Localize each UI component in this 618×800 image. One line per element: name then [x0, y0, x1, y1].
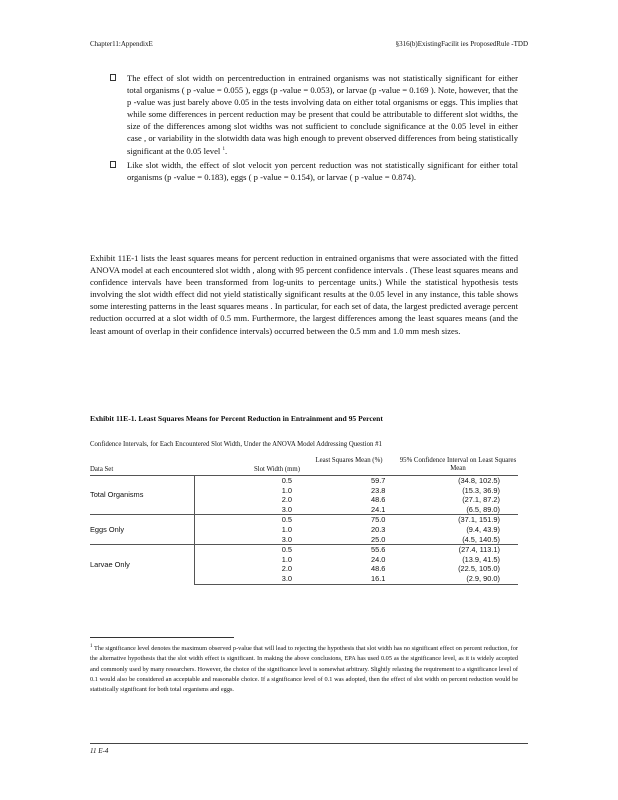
bullet-list: [108, 72, 518, 185]
footnote-separator: [90, 637, 234, 638]
slot-width-cell: 3.0: [195, 574, 292, 584]
body-paragraph: Exhibit 11E-1 lists the least squares means for percent reduction in entrained organisms that were associated with the fitted ANOVA model at each encountered slot width , along with 95 percent confidence intervals . (These least squares means and confidence intervals have been transformed from log-units to percentage units.) While the statistical hypothesis tests involving the slot width effect did not yield statistically significant results at the 0.05 level in any instance, this table shows some interesting patterns in the least squares means . In particular, for each set of data, the largest predicted average percent reduction occurred at a slot width of 0.5 mm. Furthermore, the largest differences among the least squares means (and the least amount of overlap in their confidence intervals) occurred between the 0.5 mm and 1.0 mm mesh sizes.: [90, 253, 518, 336]
bullet-end: .: [224, 145, 228, 156]
ci-cell: (2.9, 90.0): [385, 574, 518, 584]
column-header-slot-width: Slot Width (mm): [253, 466, 300, 473]
mean-cell: 25.0: [371, 534, 386, 544]
data-set-cell: Total Organisms: [90, 476, 195, 515]
mean-cell: 75.0: [292, 515, 385, 525]
mean-cell: 55.6: [292, 545, 385, 555]
data-set-cell: Larvae Only: [90, 545, 195, 584]
ci-cell: (22.5, 105.0): [458, 564, 500, 574]
bullet-text: The effect of slot width on percentreduction in entrained organisms was not statistically significant for either total organisms ( p -value = 0.055 ), eggs (p -value = 0.053), or larvae (p -value = 0.169 ). Note, however, that the p -value was just barely above 0.05 in the tests involving data on either total organisms or eggs. This implies that while some differences in percent reduction may be present that could be attributable to different slot widths, the size of the differences among slot widths was not sufficient to conclude significance at the 0.05 level in either case , or variability in the slotwidth data was high enough to prevent observed differences from being statistically significant at the 0.05 level: [127, 73, 518, 156]
running-header-chapter: Chapter11:AppendixE: [90, 40, 153, 48]
mean-cell: 48.6: [371, 495, 386, 505]
slot-width-cell: 0.5: [195, 515, 292, 525]
ci-cell: (6.5, 89.0): [466, 504, 500, 514]
column-header-ci: 95% Confidence Interval on Least Squares Mean: [399, 457, 517, 473]
ci-cell: (37.1, 151.9): [385, 515, 518, 525]
table-row: [90, 476, 518, 486]
mean-cell: 23.8: [371, 485, 386, 495]
mean-cell: 24.0: [371, 554, 386, 564]
data-set-cell: Eggs Only: [90, 515, 195, 545]
ci-cell: (27.4, 113.1): [385, 545, 518, 555]
mean-cell: 16.1: [292, 574, 385, 584]
bullet-text: Like slot width, the effect of slot velocit yon percent reduction was not statistically significant for either total organisms (p -value = 0.183), eggs ( p -value = 0.154), or larvae ( p -value = 0.874).: [127, 159, 518, 182]
slot-width-cell: 0.5: [195, 476, 292, 486]
bullet-item: [108, 159, 518, 183]
footnote-ref[interactable]: 1: [222, 146, 225, 152]
exhibit-title: Exhibit 11E-1. Least Squares Means for Percent Reduction in Entrainment and 95 Percent: [90, 414, 383, 423]
mean-cell: 24.1: [371, 504, 386, 514]
mean-cell: 59.7: [292, 476, 385, 486]
slot-width-cell: 2.0: [195, 495, 292, 505]
footer-rule: [90, 743, 528, 744]
table-row: [90, 515, 518, 525]
ci-cell: (34.8, 102.5): [385, 476, 518, 486]
footnote-marker: 1: [90, 643, 93, 649]
ci-cell: (4.5, 140.5): [462, 534, 500, 544]
bullet-box-icon: [110, 74, 116, 81]
slot-width-cell: 3.0: [195, 535, 292, 545]
mean-cell: 48.6: [371, 564, 386, 574]
slot-width-cell: 1.0: [195, 555, 292, 565]
slot-width-cell: 1.0: [195, 525, 292, 535]
footnote: [90, 644, 518, 695]
slot-width-cell: 2.0: [195, 564, 292, 574]
slot-width-cell: 0.5: [195, 545, 292, 555]
mean-cell: 20.3: [371, 524, 386, 534]
table-row: [90, 545, 518, 555]
page-number: 11 E-4: [90, 747, 109, 755]
slot-width-cell: 1.0: [195, 486, 292, 496]
bullet-box-icon: [110, 161, 116, 168]
table-caption: [90, 441, 518, 449]
running-header-title: §316(b)ExistingFacilit ies ProposedRule -TDD: [395, 40, 528, 48]
footnote-text: The significance level denotes the maximum observed p-value that will lead to rejecting the hypothesis that slot width has no significant effect on percent reduction, for the alternative hypothesis that the slot width effect is significant. In making the above conclusions, EPA has used 0.05 as the significance level, as it is widely accepted and commonly used by many researchers. However, the choice of the significance level is somewhat arbitrary. Slightly relaxing the requirement to a significance level of 0.1 would also be considered an acceptable and reasonable choice. If a significance level of 0.1 was adopted, then the effect of slot width on percent reduction would be statistically significant for both total organisms and eggs.: [90, 645, 518, 694]
ci-cell: (9.4, 43.9): [466, 524, 500, 534]
ci-cell: (27.1, 87.2): [462, 495, 500, 505]
ci-cell: (13.9, 41.5): [462, 554, 500, 564]
column-header-data-set: Data Set: [90, 466, 114, 473]
column-header-mean: Least Squares Mean (%): [315, 457, 383, 464]
bullet-item: [108, 72, 518, 157]
table-caption-text: Confidence Intervals, for Each Encountered Slot Width, Under the ANOVA Model Addressing Question #1: [90, 441, 382, 448]
least-squares-table: [90, 475, 518, 585]
slot-width-cell: 3.0: [195, 505, 292, 515]
ci-cell: (15.3, 36.9): [462, 485, 500, 495]
